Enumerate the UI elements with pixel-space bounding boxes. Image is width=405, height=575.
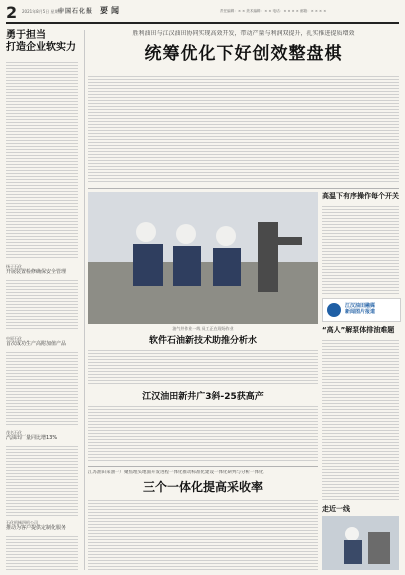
- side-story-2-body: [322, 340, 399, 500]
- top-headline: 统筹优化下好创效整盘棋: [144, 44, 343, 64]
- brief-item-3: [6, 430, 78, 442]
- top-story: [88, 30, 399, 65]
- bottom-story-body: [88, 500, 318, 570]
- header-rule: [6, 22, 399, 24]
- brief-kicker: 茂名石化: [6, 430, 22, 435]
- brief-title: 汽油出厂量同比增13%: [6, 435, 58, 441]
- side-story-1: [322, 192, 399, 201]
- corner-photo: [322, 516, 399, 570]
- brief-item-1: [6, 264, 78, 276]
- masthead: 中国石化报: [58, 8, 94, 15]
- left-column: [6, 30, 82, 570]
- brief-title: 推动为客户提供定制化服务: [6, 525, 67, 531]
- left-body-text-1: [6, 62, 78, 260]
- oilfield-workers-illustration: [88, 192, 318, 324]
- corner-label: 走近一线: [322, 505, 350, 513]
- story-a-headline: 软件石油新技术助推分析水: [148, 336, 257, 346]
- side-story-1-headline: 高温下有序操作每个开关: [322, 192, 399, 200]
- brief-item-4: [6, 520, 78, 532]
- story-b-body: [88, 406, 318, 462]
- bottom-deck: 江苏油田采油一厂聚焦埋头地面开发进程一体化推动标准化建设一体化研判与分析一体化: [88, 470, 264, 475]
- corner-feature: [322, 504, 399, 570]
- column-divider: [84, 30, 85, 570]
- brief-kicker: 石化机械四机公司: [6, 520, 38, 525]
- left-body-text-5: [6, 536, 78, 572]
- section-title: 要闻: [100, 6, 122, 15]
- page-number: 2: [6, 3, 18, 22]
- left-body-text-3: [6, 352, 78, 426]
- story-b: [88, 392, 318, 403]
- story-a: [88, 336, 318, 347]
- brief-item-2: [6, 336, 78, 348]
- side-story-2: [322, 326, 399, 335]
- header: [0, 0, 405, 24]
- brief-title: 开展装置检修确保安全管理: [6, 269, 67, 275]
- divider-bottom: [88, 466, 318, 467]
- worker-illustration: [322, 516, 399, 570]
- header-meta: 责任编辑：× × 美术编辑：× × 电话：× × × × 邮箱：× × × ×: [220, 9, 327, 13]
- left-body-text-2: [6, 280, 78, 330]
- bottom-story: [88, 470, 318, 494]
- story-a-body: [88, 350, 318, 386]
- photo-caption: 油气井作业一线 员工正在现场作业: [172, 326, 234, 331]
- left-headline: 勇于担当 打造企业软实力: [6, 30, 76, 53]
- side-story-1-body: [322, 206, 399, 294]
- side-story-2-headline: “高人”解泵体排油难题: [322, 326, 395, 334]
- top-deck: 胜利油田与江汉油田协同实现高效开发，带动产量与利润双提升，扎实推进提质增效: [132, 30, 355, 37]
- logo-mark: [327, 303, 341, 317]
- issue-date: 2021年8月5日 星期四: [22, 9, 63, 14]
- divider-top: [88, 188, 399, 189]
- media-logo: [322, 298, 401, 322]
- story-b-headline: 江汉油田新井广3斜-25获高产: [142, 392, 264, 402]
- brief-kicker: 中原石化: [6, 336, 22, 341]
- news-photo: [88, 192, 318, 324]
- brief-kicker: 扬子石化: [6, 264, 22, 269]
- brief-title: 首次成功生产高附加值产品: [6, 341, 67, 347]
- top-story-body: [88, 76, 399, 184]
- left-body-text-4: [6, 446, 78, 518]
- bottom-headline: 三个一体化提高采收率: [142, 480, 263, 494]
- logo-text: 江汉油田融媒 新闻图片报道: [345, 303, 376, 315]
